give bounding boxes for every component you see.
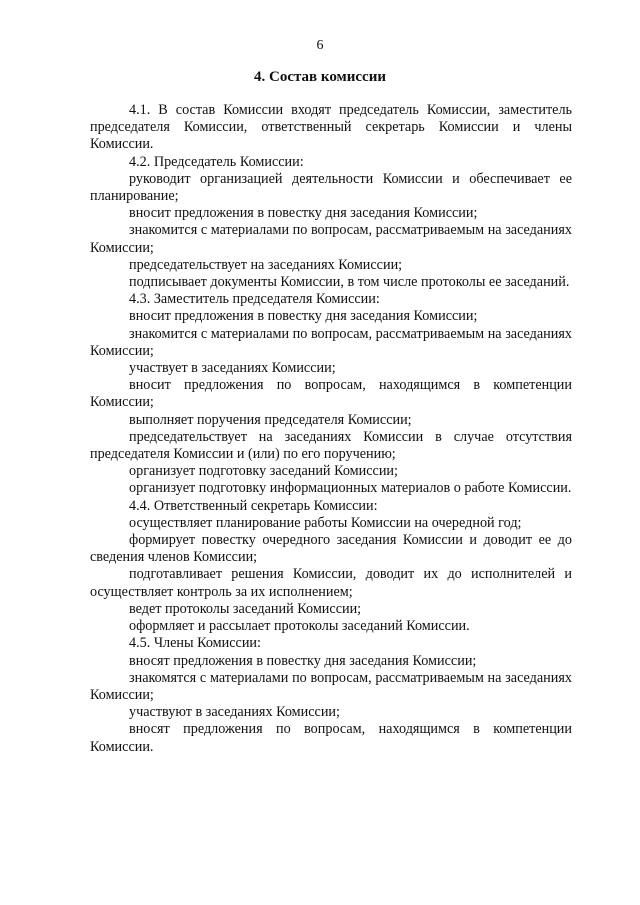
list-item: осуществляет планирование работы Комиссии на очередной год;	[129, 514, 522, 531]
list-item: участвует в заседаниях Комиссии;	[129, 360, 336, 377]
page-number: 6	[316, 38, 324, 53]
list-item: председательствует на заседаниях Комиссии в случае отсутствия председателя Комиссии и (или) по его поручению;	[90, 428, 572, 463]
paragraph-4-3-heading: 4.3. Заместитель председателя Комиссии:	[129, 291, 380, 308]
list-item: вносят предложения в повестку дня заседания Комиссии;	[129, 652, 477, 669]
list-item: оформляет и рассылает протоколы заседаний Комиссии.	[129, 618, 470, 635]
list-item: выполняет поручения председателя Комиссии;	[129, 411, 412, 428]
paragraph-4-5-heading: 4.5. Члены Комиссии:	[129, 635, 261, 652]
paragraph-4-4-heading: 4.4. Ответственный секретарь Комиссии:	[129, 497, 378, 514]
list-item: вносит предложения в повестку дня заседания Комиссии;	[129, 308, 478, 325]
list-item: организует подготовку информационных материалов о работе Комиссии.	[129, 480, 572, 497]
list-item: подписывает документы Комиссии, в том числе протоколы ее заседаний.	[129, 274, 570, 291]
section-body	[90, 102, 572, 756]
paragraph-4-1: 4.1. В состав Комиссии входят председатель Комиссии, заместитель председателя Комиссии, ответственный секретарь Комиссии и члены Комиссии.	[90, 102, 572, 153]
list-item: знакомится с материалами по вопросам, рассматриваемым на заседаниях Комиссии;	[90, 325, 572, 359]
paragraph-4-2-heading: 4.2. Председатель Комиссии:	[129, 153, 304, 170]
list-item: ведет протоколы заседаний Комиссии;	[129, 600, 362, 617]
list-item: руководит организацией деятельности Комиссии и обеспечивает ее планирование;	[90, 170, 572, 205]
list-item: знакомится с материалами по вопросам, рассматриваемым на заседаниях Комиссии;	[90, 222, 572, 256]
section-title: 4. Состав комиссии	[253, 69, 386, 85]
list-item: вносит предложения в повестку дня заседания Комиссии;	[129, 205, 478, 222]
list-item: участвуют в заседаниях Комиссии;	[129, 704, 340, 721]
list-item: председательствует на заседаниях Комиссии;	[129, 256, 403, 273]
list-item: формирует повестку очередного заседания Комиссии и доводит ее до сведения членов Комиссии;	[90, 532, 572, 566]
list-item: подготавливает решения Комиссии, доводит их до исполнителей и осуществляет контроль за их исполнением;	[90, 566, 572, 600]
list-item: вносят предложения по вопросам, находящимся в компетенции Комиссии.	[90, 721, 572, 755]
list-item: вносит предложения по вопросам, находящимся в компетенции Комиссии;	[90, 377, 572, 411]
list-item: знакомятся с материалами по вопросам, рассматриваемым на заседаниях Комиссии;	[90, 669, 572, 703]
list-item: организует подготовку заседаний Комиссии;	[129, 463, 398, 480]
